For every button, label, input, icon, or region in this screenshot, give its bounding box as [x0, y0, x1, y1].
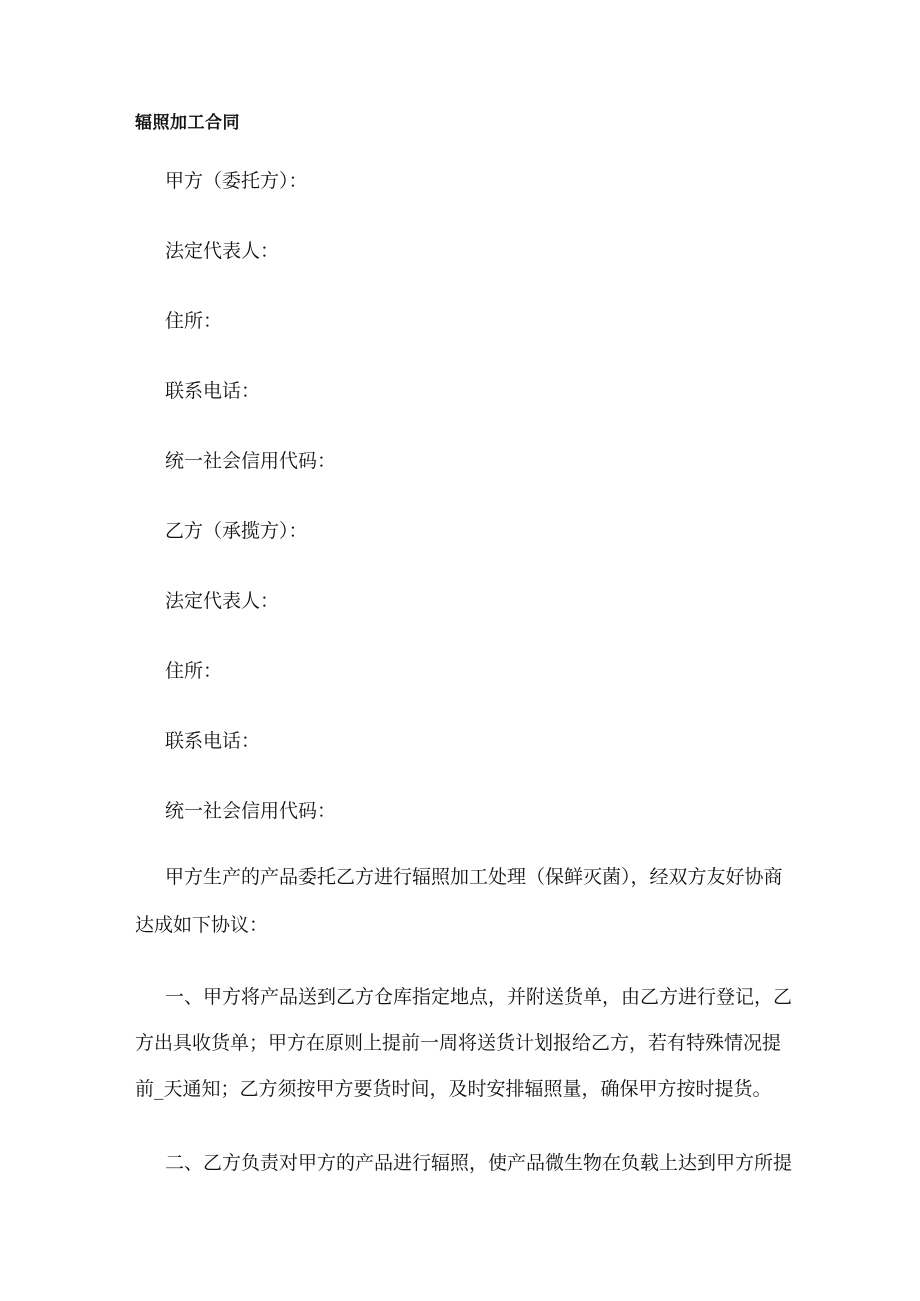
intro-line-2: 达成如下协议：	[135, 914, 269, 936]
party-a-heading: 甲方（委托方）：	[165, 170, 308, 192]
party-a-phone: 联系电话：	[165, 380, 261, 402]
intro-paragraph	[135, 853, 785, 949]
party-b-legal-rep: 法定代表人：	[165, 590, 280, 612]
party-b-address: 住所：	[165, 660, 223, 682]
document-title: 辐照加工合同	[135, 113, 240, 133]
party-a-address: 住所：	[165, 310, 223, 332]
clause-2-line-1: 二、乙方负责对甲方的产品进行辐照，使产品微生物在负载上达到甲方所提	[165, 1152, 793, 1174]
intro-line-1: 甲方生产的产品委托乙方进行辐照加工处理（保鲜灭菌），经双方友好协商	[165, 866, 783, 888]
party-b-credit-code: 统一社会信用代码：	[165, 800, 337, 822]
clause-1-line-2: 方出具收货单；甲方在原则上提前一周将送货计划报给乙方，若有特殊情况提	[135, 1032, 782, 1054]
clause-1-line-1: 一、甲方将产品送到乙方仓库指定地点，并附送货单，由乙方进行登记，乙	[165, 986, 793, 1008]
party-b-heading: 乙方（承揽方）：	[165, 520, 308, 542]
party-a-credit-code: 统一社会信用代码：	[165, 450, 337, 472]
party-b-phone: 联系电话：	[165, 730, 261, 752]
clause-1-line-3: 前_天通知；乙方须按甲方要货时间，及时安排辐照量，确保甲方按时提货。	[135, 1078, 772, 1100]
clause-2-paragraph	[165, 1139, 793, 1187]
clause-1-paragraph	[135, 973, 793, 1113]
party-a-legal-rep: 法定代表人：	[165, 240, 280, 262]
